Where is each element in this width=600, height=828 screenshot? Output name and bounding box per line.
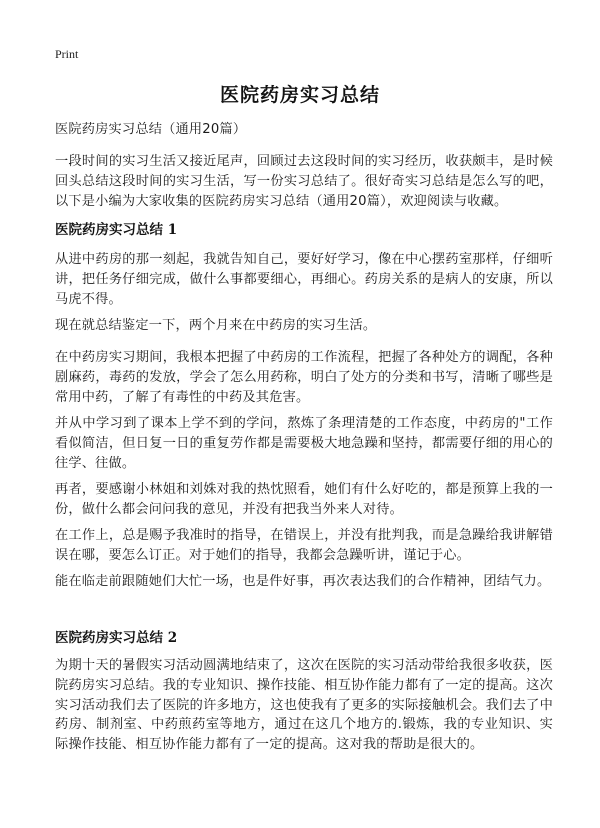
- section-paragraph: 并从中学习到了课本上学不到的学问，熬炼了条理清楚的工作态度，中药房的"工作看似简洁，但日复一日的重复劳作都是需要极大地急躁和坚持，都需要仔细的用心的往学、往做。: [55, 416, 553, 471]
- section-paragraph: 为期十天的暑假实习活动圆满地结束了，这次在医院的实习活动带给我很多收获，医院药房实习总结。我的专业知识、操作技能、相互协作能力都有了一定的提高。这次实习活动我们去了医院的许多地方，这也使我有了更多的实际接触机会。我们去了中药房、制剂室、中药煎药室等地方，通过在这几个地方的.锻炼，我的专业知识、实际操作技能、相互协作能力都有了一定的提高。这对我的帮助是很大的。: [55, 658, 553, 753]
- section-paragraph: 能在临走前跟随她们大忙一场，也是件好事，再次表达我们的合作精神，团结气力。: [55, 574, 551, 589]
- section-heading: 医院药房实习总结 1: [55, 222, 178, 238]
- section-paragraph: 在工作上，总是赐予我准时的指导，在错误上，并没有批判我，而是急躁给我讲解错误在哪，要怎么订正。对于她们的指导，我都会急躁听讲，谨记于心。: [55, 528, 553, 563]
- page-title: 医院药房实习总结: [219, 84, 380, 106]
- section-paragraph: 从进中药房的那一刻起，我就告知自己，要好好学习，像在中心摆药室那样，仔细听讲，把任务仔细完成，做什么事都要细心，再细心。药房关系的是病人的安康，所以马虎不得。: [55, 252, 553, 307]
- section-paragraph: 现在就总结鉴定一下，两个月来在中药房的实习生活。: [55, 318, 377, 333]
- section-heading: 医院药房实习总结 2: [55, 630, 178, 646]
- section-paragraph: 在中药房实习期间，我根本把握了中药房的工作流程，把握了各种处方的调配，各种剧麻药，毒药的发放，学会了怎么用药称，明白了处方的分类和书写，清晰了哪些是常用中药，了解了有毒性的中药及其危害。: [55, 350, 553, 405]
- document-subtitle: 医院药房实习总结（通用20篇）: [55, 122, 247, 137]
- print-link[interactable]: Print: [55, 47, 79, 61]
- intro-paragraph: 一段时间的实习生活又接近尾声，回顾过去这段时间的实习经历，收获颇丰，是时候回头总结这段时间的实习生活，写一份实习总结了。很好奇实习总结是怎么写的吧，以下是小编为大家收集的医院药房实习总结（通用20篇），欢迎阅读与收藏。: [55, 154, 553, 209]
- section-paragraph: 再者，要感谢小林姐和刘姝对我的热忱照看，她们有什么好吃的，都是预算上我的一份，做什么都会问问我的意见，并没有把我当外来人对待。: [55, 482, 553, 517]
